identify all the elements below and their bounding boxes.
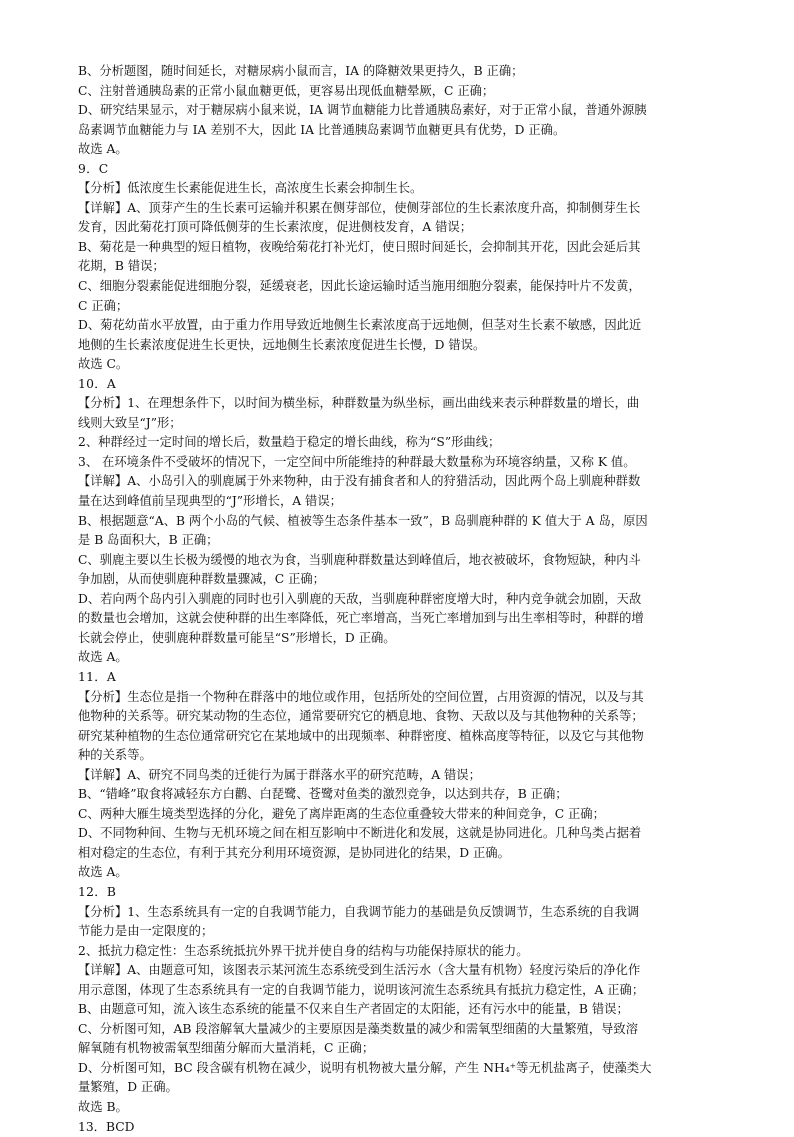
text-line: 【详解】A、研究不同鸟类的迁徙行为属于群落水平的研究范畴，A 错误；: [78, 767, 481, 782]
text-line: D、不同物种间、生物与无机环境之间在相互影响中不断进化和发展，这就是协同进化。几种鸟类占据着: [78, 826, 642, 841]
question-number: 10．A: [78, 376, 117, 391]
text-line: D、分析图可知，BC 段含碳有机物在减少，说明有机物被大量分解，产生 NH₄⁺等无机盐离子，使藻类大: [78, 1060, 652, 1075]
text-line: 3、 在环境条件不受破坏的情况下，一定空间中所能维持的种群最大数量称为环境容纳量，又称 K 值。: [78, 454, 636, 469]
text-line: 【分析】生态位是指一个物种在群落中的地位或作用，包括所处的空间位置，占用资源的情况，以及与其: [78, 689, 644, 704]
text-line: B、由题意可知，流入该生态系统的能量不仅来自生产者固定的太阳能，还有污水中的能量，B 错误；: [78, 1002, 629, 1017]
question-number: 9．C: [78, 161, 109, 176]
text-line: 【分析】1、在理想条件下，以时间为横坐标，种群数量为纵坐标，画出曲线来表示种群数量的增长，曲: [78, 396, 640, 411]
text-line: 故选 B。: [78, 1099, 128, 1114]
text-line: 发育，因此菊花打顶可降低侧芽的生长素浓度，促进侧枝发育，A 错误；: [78, 220, 472, 235]
question-number: 11．A: [78, 669, 117, 684]
text-line: B、菊花是一种典型的短日植物，夜晚给菊花打补光灯，使日照时间延长，会抑制其开花，因此会延后其: [78, 239, 641, 254]
text-line: C 正确；: [78, 298, 129, 313]
question-number: 12．B: [78, 884, 117, 899]
text-line: 量在达到峰值前呈现典型的“J”形增长，A 错误；: [78, 494, 342, 509]
text-line: C、驯鹿主要以生长极为缓慢的地衣为食，当驯鹿种群数量达到峰值后，地衣被破坏，食物短缺，种内斗: [78, 552, 641, 567]
text-line: 故选 C。: [78, 357, 129, 372]
text-line: B、“错峰”取食将减轻东方白鹳、白琵鹭、苍鹭对鱼类的激烈竞争，以达到共存，B 正确；: [78, 787, 568, 802]
text-line: D、菊花幼苗水平放置，由于重力作用导致近地侧生长素浓度高于远地侧，但茎对生长素不敏感，因此近: [78, 318, 642, 333]
text-line: 【分析】低浓度生长素能促进生长，高浓度生长素会抑制生长。: [78, 181, 423, 196]
text-line: 【详解】A、由题意可知，该图表示某河流生态系统受到生活污水（含大量有机物）轻度污染后的净化作: [78, 963, 641, 978]
text-line: 种的关系等。: [78, 748, 152, 763]
text-line: C、注射普通胰岛素的正常小鼠血糖更低，更容易出现低血糖晕厥，C 正确；: [78, 83, 495, 98]
text-line: 长就会停止，使驯鹿种群数量可能呈“S”形增长，D 正确。: [78, 630, 396, 645]
text-line: 13．BCD: [78, 1119, 135, 1134]
text-line: 解氧随有机物被需氧型细菌分解而大量消耗，C 正确；: [78, 1041, 375, 1056]
text-line: 争加剧，从而使驯鹿种群数量骤减，C 正确；: [78, 572, 325, 587]
text-line: 【详解】A、顶芽产生的生长素可运输并积累在侧芽部位，使侧芽部位的生长素浓度升高，抑制侧芽生长: [78, 200, 641, 215]
text-line: 故选 A。: [78, 142, 128, 157]
text-line: B、根据题意“A、B 两个小岛的气候、植被等生态条件基本一致”，B 岛驯鹿种群的 K 值大于 A 岛，原因: [78, 513, 648, 528]
text-line: 的数量也会增加，这就会使种群的出生率降低，死亡率增高，当死亡率增加到与出生率相等时，种群的增: [78, 611, 644, 626]
text-line: C、两种大雁生境类型选择的分化，避免了离岸距离的生态位重叠较大带来的种间竞争，C 正确；: [78, 806, 605, 821]
text-line: 研究某种植物的生态位通常研究它在某地域中的出现频率、种群密度、植株高度等特征，以及它与其他物: [78, 728, 644, 743]
text-line: C、细胞分裂素能促进细胞分裂，延缓衰老，因此长途运输时适当施用细胞分裂素，能保持叶片不发黄，: [78, 279, 641, 294]
text-line: 2、种群经过一定时间的增长后，数量趋于稳定的增长曲线，称为“S”形曲线；: [78, 435, 501, 450]
text-line: 花期，B 错误；: [78, 259, 165, 274]
text-line: 量繁殖，D 正确。: [78, 1080, 178, 1095]
text-line: 线则大致呈“J”形；: [78, 415, 182, 430]
text-line: 地侧的生长素浓度促进生长更快，远地侧生长素浓度促进生长慢，D 错误。: [78, 337, 486, 352]
text-line: 故选 A。: [78, 865, 128, 880]
text-line: 节能力是由一定限度的；: [78, 924, 214, 939]
text-line: 岛素调节血糖能力与 IA 差别不大，因此 IA 比普通胰岛素调节血糖更具有优势，D 正确。: [78, 122, 566, 137]
text-line: D、研究结果显示，对于糖尿病小鼠来说，IA 调节血糖能力比普通胰岛素好，对于正常小鼠，普通外源胰: [78, 103, 647, 118]
text-line: 他物种的关系等。研究某动物的生态位，通常要研究它的栖息地、食物、天敌以及与其他物种的关系等；: [78, 709, 644, 724]
text-line: 【详解】A、小岛引入的驯鹿属于外来物种，由于没有捕食者和人的狩猎活动，因此两个岛上驯鹿种群数: [78, 474, 641, 489]
text-line: 故选 A。: [78, 650, 128, 665]
text-line: 是 B 岛面积大，B 正确；: [78, 533, 219, 548]
text-line: 2、抵抗力稳定性：生态系统抵抗外界干扰并使自身的结构与功能保持原状的能力。: [78, 943, 529, 958]
document-page: [78, 62, 718, 1137]
text-line: B、分析题图，随时间延长，对糖尿病小鼠而言，IA 的降糖效果更持久，B 正确；: [78, 64, 524, 78]
text-line: D、若向两个岛内引入驯鹿的同时也引入驯鹿的天敌，当驯鹿种群密度增大时，种内竞争就会加剧，天敌: [78, 591, 642, 606]
text-line: C、分析图可知，AB 段溶解氧大量减少的主要原因是藻类数量的减少和需氧型细菌的大量繁殖，导致溶: [78, 1021, 639, 1036]
text-line: 用示意图，体现了生态系统具有一定的自我调节能力，说明该河流生态系统具有抵抗力稳定性，A 正确；: [78, 982, 645, 997]
text-line: 相对稳定的生态位，有利于其充分利用环境资源，是协同进化的结果，D 正确。: [78, 845, 510, 860]
text-line: 【分析】1、生态系统具有一定的自我调节能力，自我调节能力的基础是负反馈调节，生态系统的自我调: [78, 904, 640, 919]
